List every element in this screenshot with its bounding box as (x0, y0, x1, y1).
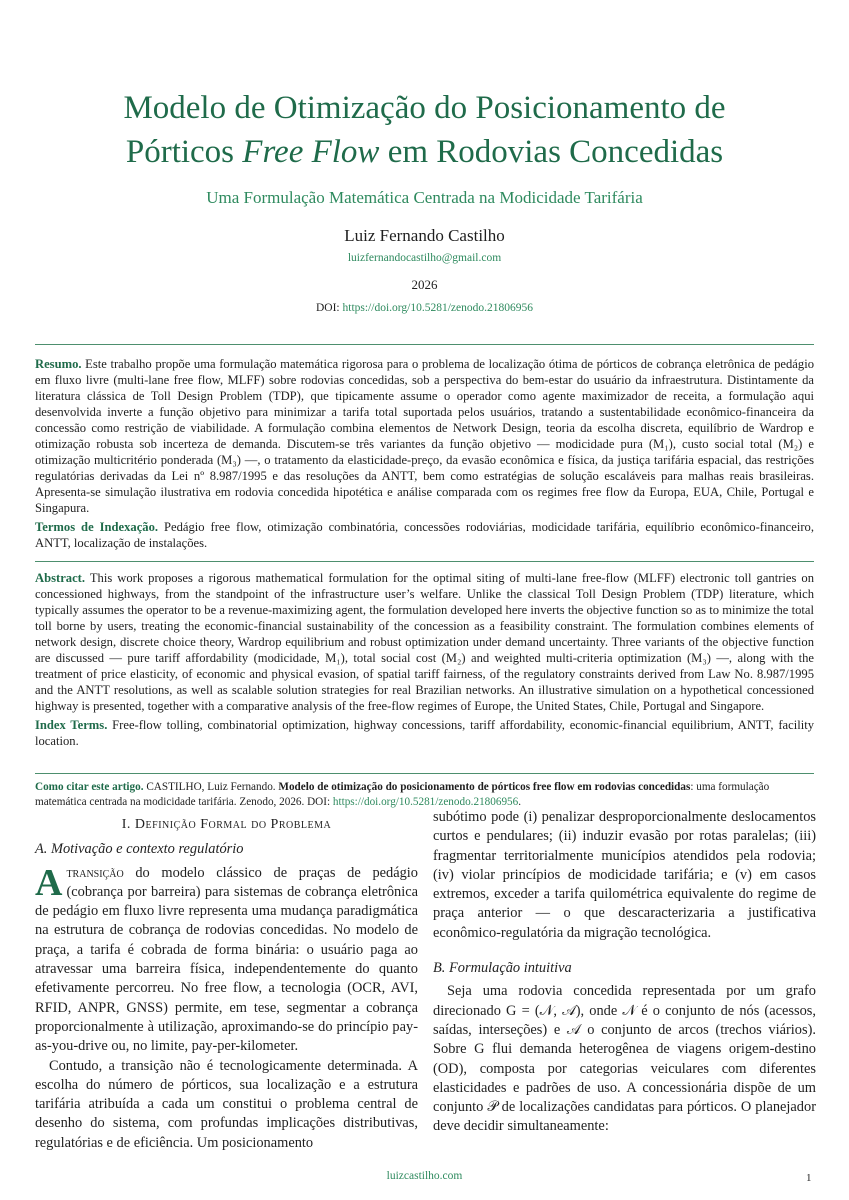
doi-line (0, 302, 849, 314)
footer-site[interactable]: luizcastilho.com (386, 1170, 463, 1182)
publication-year: 2026 (411, 277, 438, 292)
termos-label: Termos de Indexação. (35, 520, 159, 534)
abstract-text: This work proposes a rigorous mathematical formulation for the optimal siting of multi-lane free-flow (MLFF) electronic toll gantries on concessioned highways, from the standpoint of the infrastructure user’s welfare. Unlike the classical Toll Design Problem (TDP) literature, which typically assumes the operator to be a revenue-maximizing agent, the formulation developed here inverts the objective function so as to minimize the total toll borne by users, treating the economic-financial sustainability of the concession as a feasibility constraint. The formulation combines elements of network design, discrete choice theory, Wardrop equilibrium and robust optimization under demand uncertainty. Three variants of the objective function are discussed — pure tariff affordability (modicidade, M₁), total social cost (M₂) and weighted multi-criteria optimization (M₃) —, along with the treatment of price elasticity, of economic and physical evasion, of spatial tariff fairness, of the regulatory constraints derived from Law No. 8.987/1995 and the ANTT resolutions, as well as scalable solution strategies for real Brazilian networks. An illustrative simulation on a hypothetical concessioned highway is presented, together with a comparative analysis of the free-flow regimes of Europe, the United States, Chile, Portugal and Singapore. (35, 571, 815, 713)
doi-label: DOI: (315, 302, 340, 314)
title-line-1: Modelo de Otimização do Posicionamento de (123, 90, 726, 126)
citation-rest: : uma formulação matemática centrada na modicidade tarifária. Zenodo, 2026. DOI: (35, 781, 770, 808)
paper-title (0, 86, 849, 174)
citation-label: Como citar este artigo. (35, 781, 144, 793)
paragraph-2: Contudo, a transição não é tecnologicamente determinada. A escolha do número de pórticos, sua localização e a estrutura tarifária atribuída a cada um constitui o problema central de desenho do sistema, com profundas implicações distributivas, regulatórias e de eficiência. Um posicionamento (35, 1057, 418, 1151)
page-number: 1 (806, 1172, 812, 1184)
divider (35, 773, 814, 774)
citation-title: Modelo de otimização do posicionamento de pórticos free flow em rodovias concedidas (278, 781, 691, 793)
citation-doi-link[interactable]: https://doi.org/10.5281/zenodo.21806956 (332, 796, 519, 808)
subsection-b-heading: B. Formulação intuitiva (433, 960, 572, 977)
abstract-label: Abstract. (35, 571, 86, 585)
column-left (35, 815, 418, 1153)
drop-cap: A (35, 861, 63, 904)
title-line-2 (0, 130, 849, 174)
paper-subtitle: Uma Formulação Matemática Centrada na Modicidade Tarifária (206, 188, 643, 207)
paragraph-3: subótimo pode (i) penalizar desproporcionalmente deslocamentos curtos e pendulares; (ii) induzir evasão por rotas paralelas; (iii) fragmentar territorialmente municípios atendidos pela rodovia; (iv) violar princípios de modicidade tarifária; e (v) em casos extremos, exceder a tarifa quilométrica equivalente do regime de praça anterior — o que descaracterizaria a justificativa econômico-regulatória da migração tecnológica. (433, 809, 816, 941)
resumo-label: Resumo. (35, 357, 82, 371)
column-right (433, 808, 816, 1137)
author-name: Luiz Fernando Castilho (344, 226, 505, 245)
termos-text: Pedágio free flow, otimização combinatória, concessões rodoviárias, modicidade tarifária, equilíbrio econômico-financeiro, ANTT, localização de instalações. (35, 520, 814, 550)
first-word: transição (66, 864, 124, 881)
citation-text: CASTILHO, Luiz Fernando. (146, 781, 276, 793)
resumo-block (35, 356, 814, 551)
index-terms-text: Free-flow tolling, combinatorial optimization, highway concessions, tariff affordability, economic-financial equilibrium, ANTT, facility location. (35, 718, 814, 748)
author-email[interactable]: luizfernandocastilho@gmail.com (347, 252, 502, 264)
citation-end: . (518, 796, 522, 808)
index-terms-label: Index Terms. (35, 718, 108, 732)
subsection-a-heading: A. Motivação e contexto regulatório (35, 841, 244, 858)
resumo-text: Este trabalho propõe uma formulação matemática rigorosa para o problema de localização ótima de pórticos de cobrança eletrônica de pedágio em fluxo livre (multi-lane free flow, MLFF) sobre rodovias concedidas, sob a perspectiva do bem-estar do usuário da infraestrutura. Distintamente da literatura clássica de Toll Design Problem (TDP), que tipicamente assume o operador como agente maximizador de receita, a formulação aqui desenvolvida inverte a função objetivo para minimizar a tarifa total suportada pelos usuários, tratando a sustentabilidade econômico-financeira da concessão como restrição de viabilidade. A formulação combina elementos de Network Design, teoria da escolha discreta, equilíbrio de Wardrop e otimização robusta sob incerteza de demanda. Discutem-se três variantes da função objetivo — modicidade pura (M₁), custo social total (M₂) e otimização multicritério ponderada (M₃) —, o tratamento da elasticidade-preço, da evasão econômica e física, da justiça tarifária espacial, das restrições regulatórias derivadas da Lei nº 8.987/1995 e das resoluções da ANTT, bem como estratégias de solução escaláveis para malhas reais brasileiras. Apresenta-se simulação ilustrativa em rodovia concedida hipotética e análise comparada com os regimes free flow da Europa, EUA, Chile, Portugal e Singapura. (35, 357, 814, 515)
paragraph-1 (35, 861, 418, 1057)
doi-link[interactable]: https://doi.org/10.5281/zenodo.21806956 (342, 302, 533, 314)
section-heading: I. Definição Formal do Problema (121, 817, 332, 832)
paragraph-1-text: do modelo clássico de praças de pedágio (cobrança por barreira) para sistemas de cobrança eletrônica de pedágio em fluxo livre representa uma mudança paradigmática na estrutura de cobrança de rodovias concedidas. No modelo de praça, a tarifa é cobrada de forma binária: o usuário paga ao atravessar uma barreira física, independentemente do quanto efetivamente percorreu. No free flow, a tecnologia (OCR, AVI, RFID, ANPR, GNSS) permite, em tese, segmentar a cobrança proporcionalmente à utilização, aproximando-se do princípio pay-as-you-drive ou, no limite, pay-per-kilometer. (35, 864, 418, 1055)
abstract-block (35, 570, 814, 749)
citation-block (35, 780, 814, 810)
title-part: Pórticos (125, 134, 243, 170)
title-part: em Rodovias Concedidas (379, 134, 724, 170)
divider (35, 344, 814, 345)
divider (35, 561, 814, 562)
title-emphasis: Free Flow (242, 134, 380, 170)
paragraph-4: Seja uma rodovia concedida representada por um grafo direcionado G = (𝒩, 𝒜), onde 𝒩 é o conjunto de nós (acessos, saídas, interseções) e 𝒜 o conjunto de arcos (trechos viários). Sobre G flui demanda heterogênea de viagens origem-destino (OD), composta por categorias veiculares com diferentes elasticidades e padrões de uso. A concessionária dispõe de um conjunto 𝒫 de localizações candidatas para pórticos. O planejador deve decidir simultaneamente: (433, 983, 816, 1135)
